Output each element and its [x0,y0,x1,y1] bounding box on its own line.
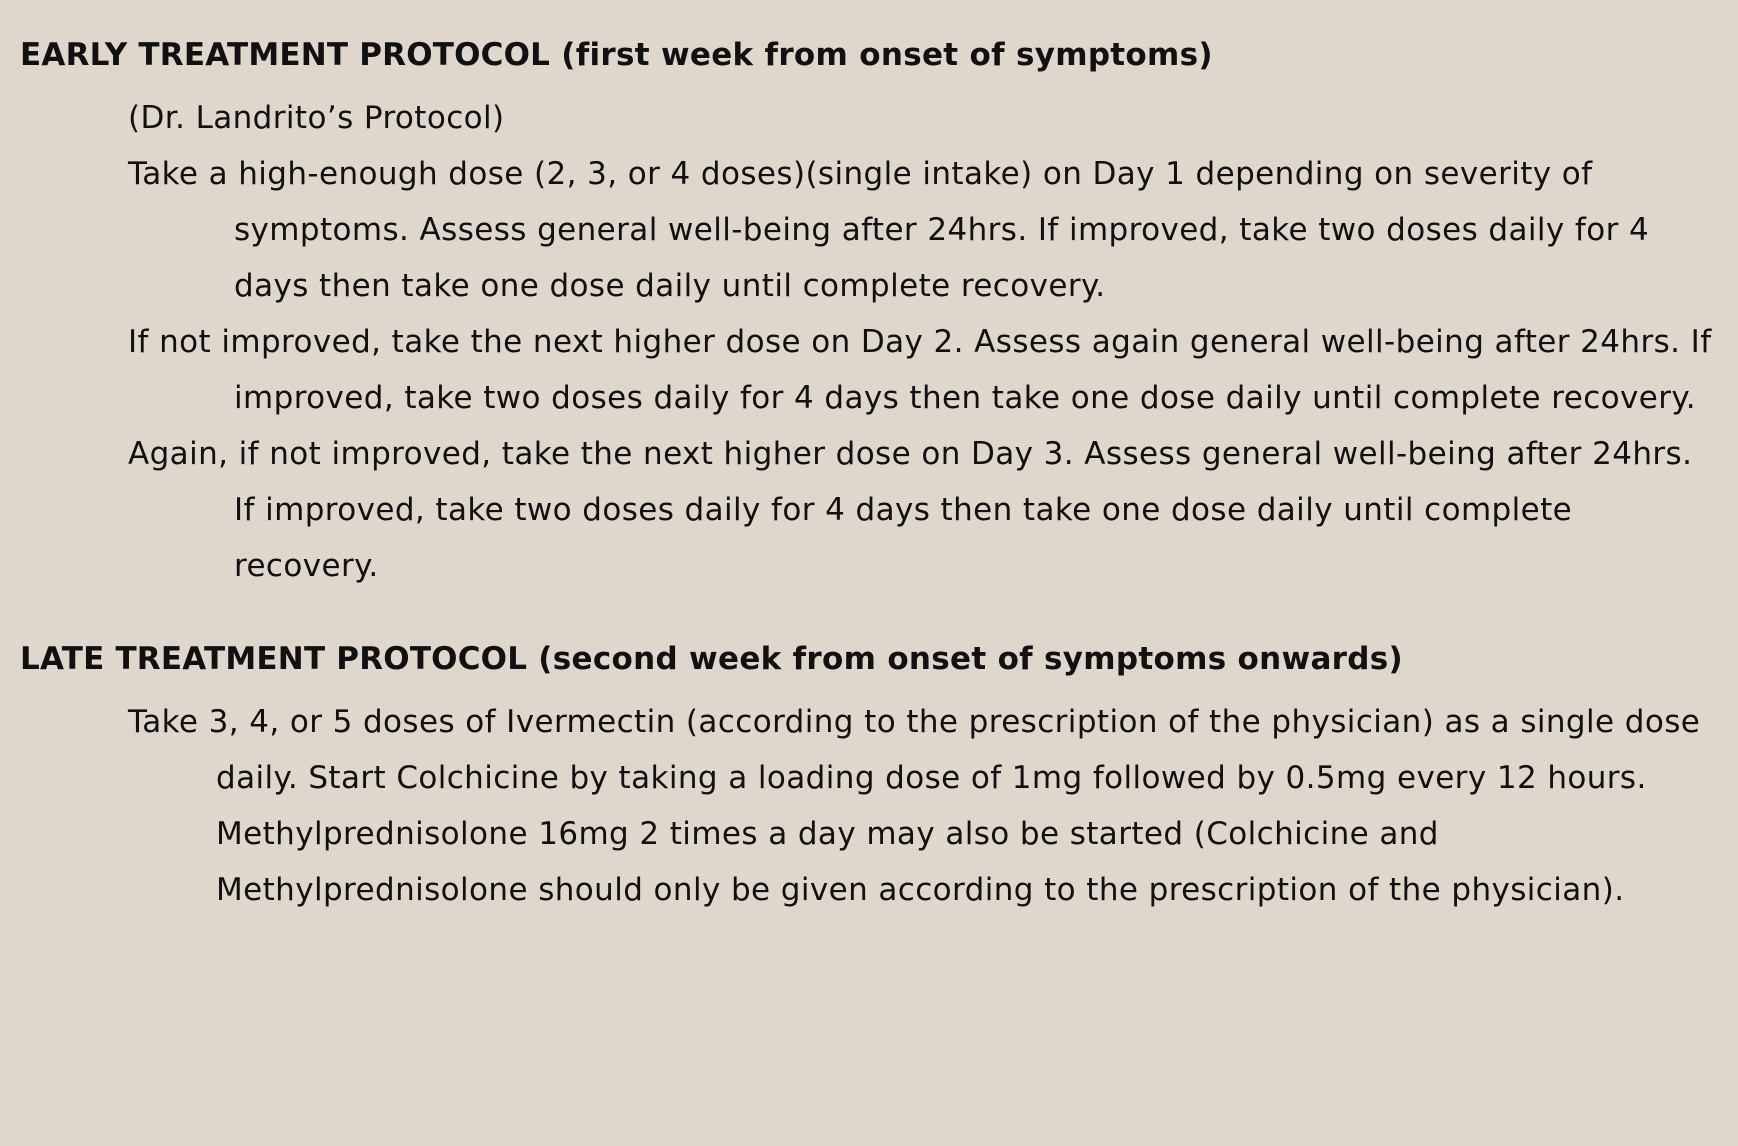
early-heading-bold: EARLY TREATMENT PROTOCOL [20,37,551,73]
late-paragraph: Take 3, 4, or 5 doses of Ivermectin (according to the prescription of the physician) as a single dose daily. Start Colchicine by taking a loading dose of 1mg followed by 0.5mg every 12 hours. Methylprednisolone 16mg 2 times a day may also be started (Colchicine and Methylprednisolone should only be given according to the prescription of the physician). [128,704,1701,908]
late-heading-rest: (second week from onset of symptoms onwards) [527,641,1403,677]
early-treatment-body [20,90,1718,594]
early-paragraph-day2: If not improved, take the next higher dose on Day 2. Assess again general well-being after 24hrs. If improved, take two doses daily for 4 days then take one dose daily until complete recovery. [128,324,1712,416]
late-heading-bold: LATE TREATMENT PROTOCOL [20,641,528,677]
early-paragraph-day3: Again, if not improved, take the next higher dose on Day 3. Assess general well-being after 24hrs. If improved, take two doses daily for 4 days then take one dose daily until complete recovery. [128,436,1693,584]
early-heading-rest: (first week from onset of symptoms) [550,37,1213,73]
late-treatment-body [20,694,1718,918]
early-paragraph-day1: Take a high-enough dose (2, 3, or 4 doses)(single intake) on Day 1 depending on severity of symptoms. Assess general well-being after 24hrs. If improved, take two doses daily for 4 days then take one dose daily until complete recovery. [128,156,1650,304]
section-spacer [20,594,1718,634]
late-treatment-heading [20,634,1718,684]
early-treatment-heading [20,30,1718,80]
early-protocol-subtitle: (Dr. Landrito’s Protocol) [128,100,505,136]
